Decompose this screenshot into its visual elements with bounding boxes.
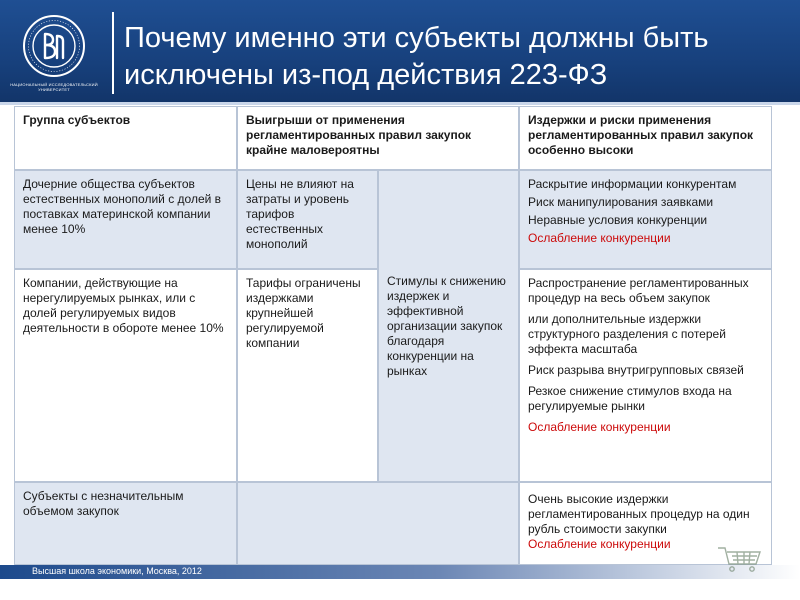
row1-risks-cell (519, 170, 772, 269)
header-stripe (0, 102, 800, 105)
row1-group-text: Дочерние общества субъектов естественных монополий с долей в поставках материнской компании менее 10% (23, 177, 222, 236)
row1-group-cell (14, 170, 237, 269)
shopping-cart-icon (716, 545, 764, 573)
row2-risk-item: Распространение регламентированных процедур на весь объем закупок (528, 276, 749, 305)
row3-group-cell (14, 482, 237, 565)
row1-risk-item: Риск манипулирования заявками (528, 195, 714, 209)
hse-logo-icon (22, 14, 86, 78)
row3-empty-cell (237, 482, 519, 565)
row2-risk-highlight: Ослабление конкуренции (528, 420, 671, 434)
merged-gain-cell (378, 170, 519, 482)
title-line-1: Почему именно эти субъекты должны быть (124, 22, 709, 54)
row2-group-cell (14, 269, 237, 482)
row2-risks-cell (519, 269, 772, 482)
row1-gains-cell (237, 170, 378, 269)
logo-caption: НАЦИОНАЛЬНЫЙ ИССЛЕДОВАТЕЛЬСКИЙ УНИВЕРСИТЕТ (10, 82, 98, 92)
row2-gains-text: Тарифы ограничены издержками крупнейшей регулируемой компании (246, 276, 361, 350)
row2-gains-cell (237, 269, 378, 482)
comparison-table (14, 106, 772, 565)
row2-risk-item: Резкое снижение стимулов входа на регулируемые рынки (528, 384, 732, 413)
row1-gains-text: Цены не влияют на затраты и уровень тарифов естественных монополий (246, 177, 354, 251)
row1-risk-item: Раскрытие информации конкурентам (528, 177, 737, 191)
page-title (124, 20, 794, 94)
header-group-text: Группа субъектов (23, 113, 131, 127)
row3-risk-text: Очень высокие издержки регламентированных процедур на один рубль стоимости закупки (528, 492, 750, 536)
row3-risk-highlight: Ослабление конкуренции (528, 537, 671, 551)
title-line-2: исключены из-под действия 223-ФЗ (124, 59, 608, 91)
header-cell-risks (519, 106, 772, 170)
header-risks-text: Издержки и риски применения регламентированных правил закупок особенно высоки (528, 113, 754, 157)
merged-gain-text: Стимулы к снижению издержек и эффективной организации закупок благодаря конкуренции на рынках (387, 273, 506, 378)
row2-risk-item: или дополнительные издержки структурного разделения с потерей эффекта масштаба (528, 312, 726, 356)
row2-risk-item: Риск разрыва внутригрупповых связей (528, 363, 744, 377)
header-divider (112, 12, 114, 94)
footer-text: Высшая школа экономики, Москва, 2012 (32, 566, 202, 576)
row2-group-text: Компании, действующие на нерегулируемых рынках, или с долей регулируемых видов деятельности в обороте менее 10% (23, 276, 224, 335)
row1-risk-highlight: Ослабление конкуренции (528, 231, 671, 245)
row1-risk-item: Неравные условия конкуренции (528, 213, 708, 227)
header-cell-group (14, 106, 237, 170)
header-cell-gains (237, 106, 519, 170)
row3-group-text: Субъекты с незначительным объемом закупок (23, 489, 184, 518)
header-gains-text: Выигрыши от применения регламентированных правил закупок крайне маловероятны (246, 113, 472, 157)
